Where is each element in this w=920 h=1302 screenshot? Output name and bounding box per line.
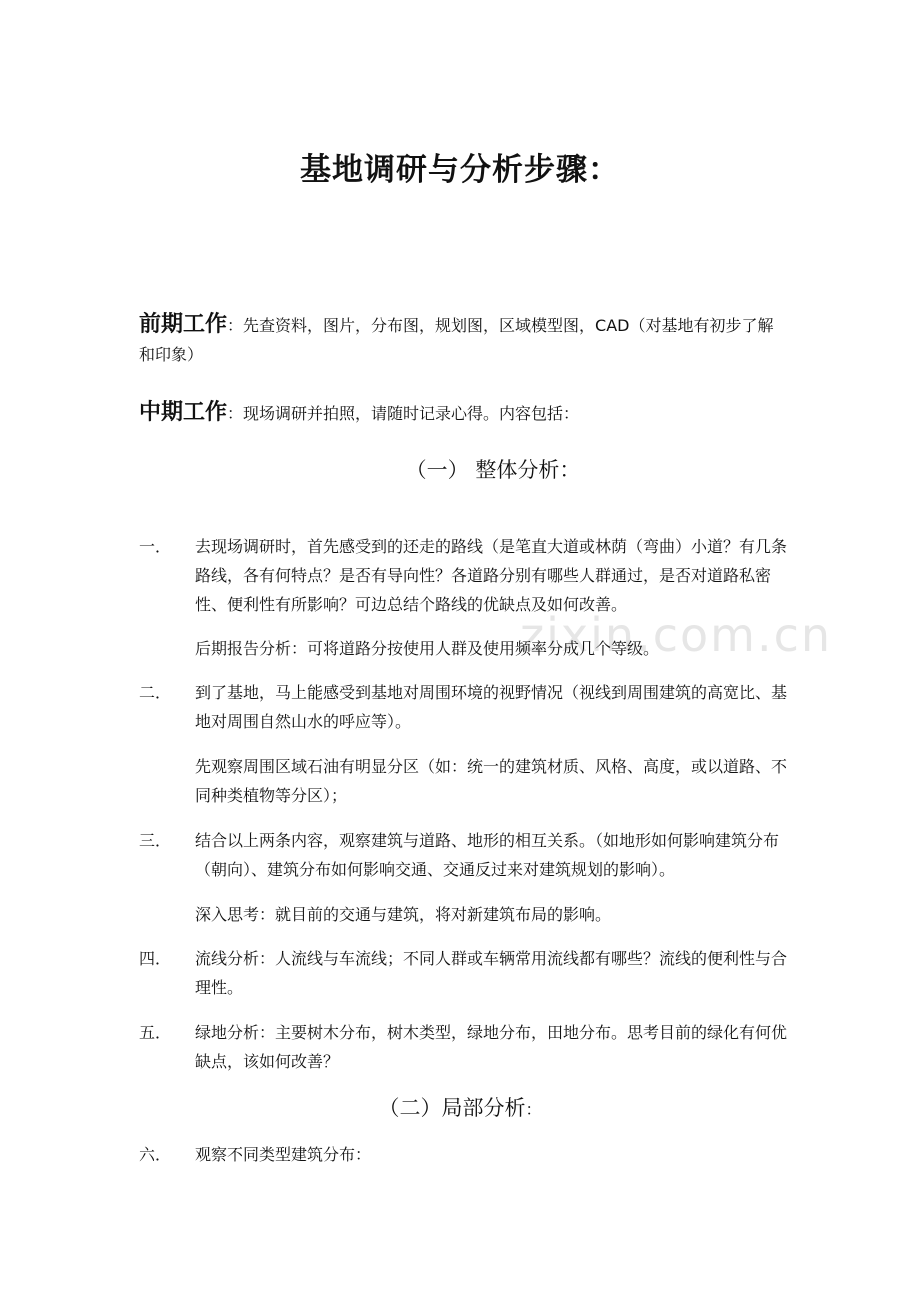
mid-work-text: ：现场调研并拍照，请随时记录心得。内容包括： [227, 404, 580, 423]
list-item-note: 后期报告分析：可将道路分按使用人群及使用频率分成几个等级。 [195, 639, 660, 658]
list-item-note: 先观察周围区域石油有明显分区（如：统一的建筑材质、风格、高度，或以道路、不同种类植物等分区）； [195, 757, 788, 805]
section-heading-local-text: （二）局部分析 [378, 1096, 526, 1120]
list-item-text: 结合以上两条内容，观察建筑与道路、地形的相互关系。（如地形如何影响建筑分布（朝向）、建筑分布如何影响交通、交通反过来对建筑规划的影响）。 [195, 831, 780, 879]
list-item-number: 四． [139, 949, 172, 968]
list-item-number: 二． [139, 683, 172, 702]
list-item-number: 一． [139, 537, 172, 556]
list-item-note: 深入思考：就目前的交通与建筑，将对新建筑布局的影响。 [195, 905, 612, 924]
page-title: 基地调研与分析步骤： [300, 152, 620, 188]
watermark: zixin.com.cn [520, 608, 833, 662]
list-item-text: 观察不同类型建筑分布： [195, 1145, 372, 1164]
early-work-text: ：先查资料，图片，分布图，规划图，区域模型图，CAD（对基地有初步了解和印象） [139, 316, 774, 364]
early-work-paragraph [139, 310, 789, 369]
list-item-text: 到了基地，马上能感受到基地对周围环境的视野情况（视线到周围建筑的高宽比、基地对周围自然山水的呼应等）。 [195, 683, 788, 731]
list-item-number: 六． [139, 1145, 172, 1164]
list-item-text: 绿地分析：主要树木分布，树木类型，绿地分布，田地分布。思考目前的绿化有何优缺点，该如何改善？ [195, 1023, 788, 1071]
list-item-number: 三． [139, 831, 172, 850]
list-item-text: 去现场调研时，首先感受到的还走的路线（是笔直大道或林荫（弯曲）小道？有几条路线，各有何特点？是否有导向性？各道路分别有哪些人群通过，是否对道路私密性、便利性有所影响？可边总结个路线的优缺点及如何改善。 [195, 537, 788, 614]
list-item-number: 五． [139, 1023, 172, 1042]
mid-work-paragraph [139, 398, 789, 428]
mid-work-label: 中期工作 [139, 400, 228, 425]
section-heading-overall: （一） 整体分析： [405, 458, 581, 482]
list-item-text: 流线分析：人流线与车流线；不同人群或车辆常用流线都有哪些？流线的便利性与合理性。 [195, 949, 788, 997]
section-heading-local-colon: ： [525, 1100, 542, 1119]
early-work-label: 前期工作 [139, 312, 228, 337]
section-heading-local [0, 1090, 920, 1128]
